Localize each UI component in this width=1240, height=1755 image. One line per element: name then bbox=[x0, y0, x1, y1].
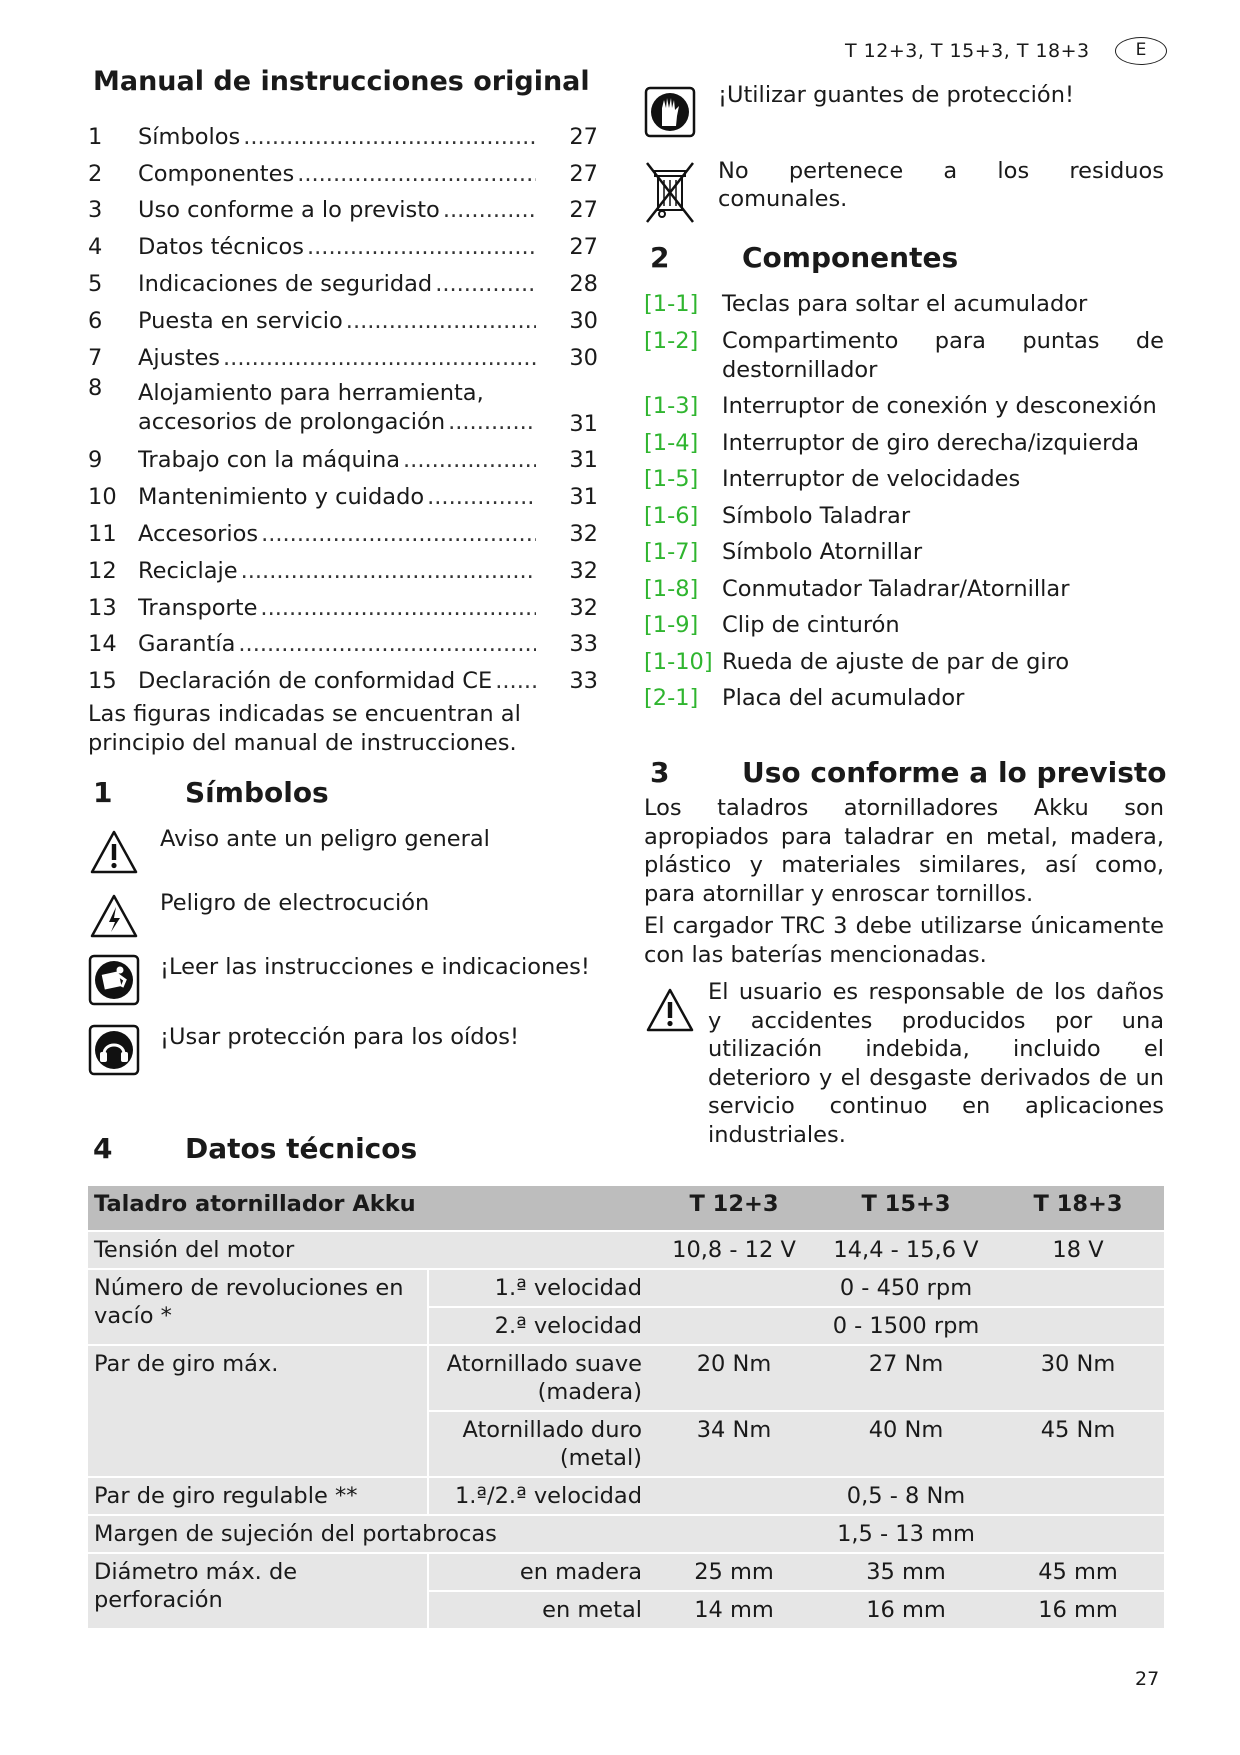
list-item bbox=[644, 429, 1164, 458]
toc-number: 13 bbox=[88, 594, 117, 621]
charger-paragraph: El cargador TRC 3 debe utilizarse únicamente con las baterías mencionadas. bbox=[644, 913, 1164, 968]
list-item bbox=[644, 465, 1164, 494]
components-list bbox=[644, 290, 1164, 721]
cell-value: 45 Nm bbox=[1040, 1417, 1116, 1443]
toc-label: Garantía bbox=[138, 631, 236, 658]
toc-number: 15 bbox=[88, 668, 117, 695]
toc-page: 32 bbox=[569, 594, 598, 621]
section-2-heading bbox=[650, 241, 1170, 277]
component-ref[interactable]: [1-3] bbox=[644, 393, 699, 419]
toc-label: Componentes bbox=[138, 160, 295, 187]
toc-entry[interactable] bbox=[88, 547, 598, 584]
toc-page: 27 bbox=[569, 160, 598, 187]
cell-value: 14 mm bbox=[694, 1597, 774, 1623]
toc-entry[interactable] bbox=[88, 510, 598, 547]
component-text: Interruptor de conexión y desconexión bbox=[722, 393, 1157, 419]
toc-entry[interactable] bbox=[88, 223, 598, 260]
column-header: T 18+3 bbox=[992, 1186, 1164, 1231]
row-sublabel: en madera bbox=[428, 1553, 648, 1591]
column-header: T 12+3 bbox=[648, 1186, 820, 1231]
toc-entry[interactable] bbox=[88, 297, 598, 334]
toc-number: 2 bbox=[88, 160, 103, 187]
toc-page: 27 bbox=[569, 197, 598, 224]
component-text: Compartimento para puntas de destornillador bbox=[722, 327, 1164, 383]
technical-data-table bbox=[88, 1186, 1164, 1628]
component-ref[interactable]: [1-10] bbox=[644, 648, 713, 675]
section-number: 3 bbox=[650, 756, 670, 789]
cell-value: 25 mm bbox=[694, 1559, 774, 1585]
cell-value: 40 Nm bbox=[868, 1417, 944, 1443]
section-number: 1 bbox=[93, 776, 113, 809]
symbol-row bbox=[88, 826, 618, 886]
toc-page: 30 bbox=[569, 307, 598, 334]
document-title: Manual de instrucciones original bbox=[93, 66, 590, 97]
toc-label: Indicaciones de seguridad bbox=[138, 270, 433, 297]
section-title: Símbolos bbox=[185, 776, 329, 809]
cell-value: 20 Nm bbox=[696, 1351, 772, 1377]
component-ref[interactable]: [2-1] bbox=[644, 685, 699, 711]
section-1-heading bbox=[93, 776, 613, 812]
cell-value: 14,4 - 15,6 V bbox=[833, 1237, 979, 1263]
row-label: Margen de sujeción del portabrocas bbox=[94, 1521, 497, 1547]
row-sublabel: en metal bbox=[428, 1591, 648, 1628]
row-label: Número de revoluciones en vacío * bbox=[94, 1275, 404, 1329]
row-label: Par de giro máx. bbox=[94, 1351, 279, 1377]
intended-use-paragraph: Los taladros atornilladores Akku son apropiados para taladrar en metal, madera, plástico y materiales similares, así como, para atornillar y enroscar tornillos. bbox=[644, 795, 1164, 907]
toc-label: Ajustes bbox=[138, 344, 221, 371]
toc-page: 28 bbox=[569, 270, 598, 297]
row-sublabel: 1.ª/2.ª velocidad bbox=[428, 1477, 648, 1515]
toc-page: 27 bbox=[569, 123, 598, 150]
page-number: 27 bbox=[1135, 1668, 1160, 1690]
list-item bbox=[644, 575, 1164, 604]
toc-label: Reciclaje bbox=[138, 557, 238, 584]
list-item bbox=[644, 538, 1164, 567]
toc-label: Mantenimiento y cuidado bbox=[138, 484, 425, 511]
warning-triangle-icon bbox=[88, 826, 140, 878]
row-sublabel: 2.ª velocidad bbox=[428, 1307, 648, 1345]
symbol-text: ¡Usar protección para los oídos! bbox=[160, 1024, 520, 1050]
symbol-text: No pertenece a los residuos comunales. bbox=[718, 158, 1164, 212]
toc-label: Uso conforme a lo previsto bbox=[138, 197, 440, 224]
toc-number: 6 bbox=[88, 307, 103, 334]
component-text: Interruptor de velocidades bbox=[722, 466, 1021, 492]
liability-warning bbox=[644, 978, 1164, 1148]
toc-label: Trabajo con la máquina bbox=[138, 447, 401, 474]
row-sublabel: 1.ª velocidad bbox=[428, 1269, 648, 1307]
section-title: Componentes bbox=[742, 241, 959, 274]
row-sublabel: Atornillado suave (madera) bbox=[428, 1345, 648, 1411]
symbol-row bbox=[88, 954, 618, 1014]
cell-value: 0,5 - 8 Nm bbox=[846, 1483, 966, 1509]
cell-value: 35 mm bbox=[866, 1559, 946, 1585]
section-number: 2 bbox=[650, 241, 670, 274]
list-item bbox=[644, 392, 1164, 421]
table-of-contents bbox=[88, 113, 598, 694]
toc-entry[interactable] bbox=[88, 334, 598, 371]
list-item bbox=[644, 648, 1164, 677]
toc-number: 12 bbox=[88, 557, 117, 584]
toc-label-cont: accesorios de prolongación bbox=[138, 408, 446, 435]
warning-triangle-icon bbox=[644, 984, 696, 1036]
cell-value: 27 Nm bbox=[868, 1351, 944, 1377]
toc-entry[interactable] bbox=[88, 621, 598, 658]
toc-number: 7 bbox=[88, 344, 103, 371]
crossed-bin-icon bbox=[644, 160, 696, 226]
toc-page: 31 bbox=[569, 410, 598, 437]
toc-entry[interactable] bbox=[88, 437, 598, 474]
component-text: Conmutador Taladrar/Atornillar bbox=[722, 575, 1070, 602]
toc-entry[interactable] bbox=[88, 260, 598, 297]
table-row bbox=[88, 1231, 1164, 1269]
symbol-text: Aviso ante un peligro general bbox=[160, 826, 490, 852]
toc-number: 1 bbox=[88, 123, 103, 150]
cell-value: 18 V bbox=[1052, 1237, 1104, 1263]
cell-value: 10,8 - 12 V bbox=[672, 1237, 796, 1263]
toc-page: 33 bbox=[569, 631, 598, 658]
list-item bbox=[644, 502, 1164, 531]
row-sublabel: Atornillado duro (metal) bbox=[428, 1411, 648, 1477]
header-models: T 12+3, T 15+3, T 18+3 bbox=[845, 40, 1090, 62]
list-item bbox=[644, 684, 1164, 713]
toc-page: 33 bbox=[569, 668, 598, 695]
section-3-heading bbox=[650, 756, 1170, 792]
language-badge: E bbox=[1115, 37, 1167, 65]
toc-page: 31 bbox=[569, 447, 598, 474]
ear-protection-icon bbox=[88, 1024, 140, 1076]
toc-entry[interactable] bbox=[88, 113, 598, 150]
toc-page: 32 bbox=[569, 557, 598, 584]
component-ref[interactable]: [1-2] bbox=[644, 327, 699, 354]
list-item bbox=[644, 327, 1164, 385]
component-ref[interactable]: [1-9] bbox=[644, 612, 699, 638]
toc-label: Puesta en servicio bbox=[138, 307, 343, 334]
toc-label: Declaración de conformidad CE bbox=[138, 668, 493, 695]
cell-value: 0 - 450 rpm bbox=[839, 1275, 973, 1301]
component-text: Clip de cinturón bbox=[722, 612, 900, 638]
toc-number: 14 bbox=[88, 631, 117, 658]
toc-entry[interactable] bbox=[88, 473, 598, 510]
table-row bbox=[88, 1269, 1164, 1307]
read-instructions-icon bbox=[88, 954, 140, 1006]
toc-number: 9 bbox=[88, 447, 103, 474]
symbol-text: ¡Utilizar guantes de protección! bbox=[718, 82, 1074, 108]
component-text: Símbolo Atornillar bbox=[722, 539, 923, 565]
section-number: 4 bbox=[93, 1132, 113, 1165]
table-row bbox=[88, 1515, 1164, 1553]
component-ref[interactable]: [1-7] bbox=[644, 539, 699, 565]
cell-value: 34 Nm bbox=[696, 1417, 772, 1443]
toc-number: 4 bbox=[88, 234, 103, 261]
component-ref[interactable]: [1-8] bbox=[644, 575, 699, 602]
warning-text: El usuario es responsable de los daños y accidentes producidos por una utilización indebida, incluido el deterioro y el desgaste derivados de un servicio continuo en aplicaciones industriales. bbox=[708, 979, 1164, 1148]
toc-number: 8 bbox=[88, 374, 103, 401]
toc-number: 5 bbox=[88, 270, 103, 297]
toc-number: 10 bbox=[88, 484, 117, 511]
protective-gloves-icon bbox=[644, 86, 696, 138]
electric-shock-icon bbox=[88, 890, 140, 942]
toc-number: 11 bbox=[88, 520, 117, 547]
toc-page: 32 bbox=[569, 520, 598, 547]
toc-entry[interactable] bbox=[88, 584, 598, 621]
list-item bbox=[644, 611, 1164, 640]
toc-label: Alojamiento para herramienta, bbox=[138, 379, 484, 406]
cell-value: 0 - 1500 rpm bbox=[832, 1313, 980, 1339]
toc-number: 3 bbox=[88, 197, 103, 224]
symbol-row bbox=[88, 1024, 618, 1084]
row-label: Tensión del motor bbox=[94, 1237, 295, 1263]
cell-value: 30 Nm bbox=[1040, 1351, 1116, 1377]
list-item bbox=[644, 290, 1164, 319]
toc-label: Transporte bbox=[138, 594, 258, 621]
table-row bbox=[88, 1553, 1164, 1591]
toc-label: Símbolos bbox=[138, 123, 241, 150]
toc-label: Datos técnicos bbox=[138, 234, 304, 261]
column-header: Taladro atornillador Akku bbox=[88, 1186, 648, 1231]
column-header: T 15+3 bbox=[820, 1186, 992, 1231]
cell-value: 16 mm bbox=[1038, 1597, 1118, 1623]
table-header-row bbox=[88, 1186, 1164, 1231]
toc-page: 31 bbox=[569, 484, 598, 511]
component-text: Interruptor de giro derecha/izquierda bbox=[722, 429, 1140, 456]
symbol-text: Peligro de electrocución bbox=[160, 890, 430, 916]
symbol-row bbox=[644, 160, 1164, 230]
component-ref[interactable]: [1-5] bbox=[644, 466, 699, 492]
symbol-text: ¡Leer las instrucciones e indicaciones! bbox=[160, 954, 590, 980]
table-row bbox=[88, 1345, 1164, 1411]
component-text: Símbolo Taladrar bbox=[722, 502, 911, 529]
figures-note: Las figuras indicadas se encuentran al principio del manual de instrucciones. bbox=[88, 701, 521, 756]
component-ref[interactable]: [1-1] bbox=[644, 291, 699, 317]
toc-page: 27 bbox=[569, 234, 598, 261]
toc-entry[interactable] bbox=[88, 371, 598, 437]
symbol-row bbox=[88, 890, 618, 950]
component-text: Teclas para soltar el acumulador bbox=[722, 291, 1088, 317]
cell-value: 45 mm bbox=[1038, 1559, 1118, 1585]
component-ref[interactable]: [1-4] bbox=[644, 429, 699, 456]
toc-entry[interactable] bbox=[88, 187, 598, 224]
row-label: Diámetro máx. de perforación bbox=[94, 1559, 298, 1613]
component-text: Placa del acumulador bbox=[722, 685, 965, 711]
row-label: Par de giro regulable ** bbox=[94, 1483, 358, 1509]
component-ref[interactable]: [1-6] bbox=[644, 502, 699, 529]
toc-entry[interactable] bbox=[88, 657, 598, 694]
symbol-row bbox=[644, 82, 1164, 146]
section-title: Datos técnicos bbox=[185, 1132, 418, 1165]
table-row bbox=[88, 1477, 1164, 1515]
section-4-heading bbox=[93, 1132, 613, 1168]
cell-value: 1,5 - 13 mm bbox=[837, 1521, 975, 1547]
toc-entry[interactable] bbox=[88, 150, 598, 187]
section-title: Uso conforme a lo previsto bbox=[742, 756, 1167, 789]
component-text: Rueda de ajuste de par de giro bbox=[722, 648, 1070, 675]
toc-page: 30 bbox=[569, 344, 598, 371]
cell-value: 16 mm bbox=[866, 1597, 946, 1623]
toc-label: Accesorios bbox=[138, 520, 259, 547]
